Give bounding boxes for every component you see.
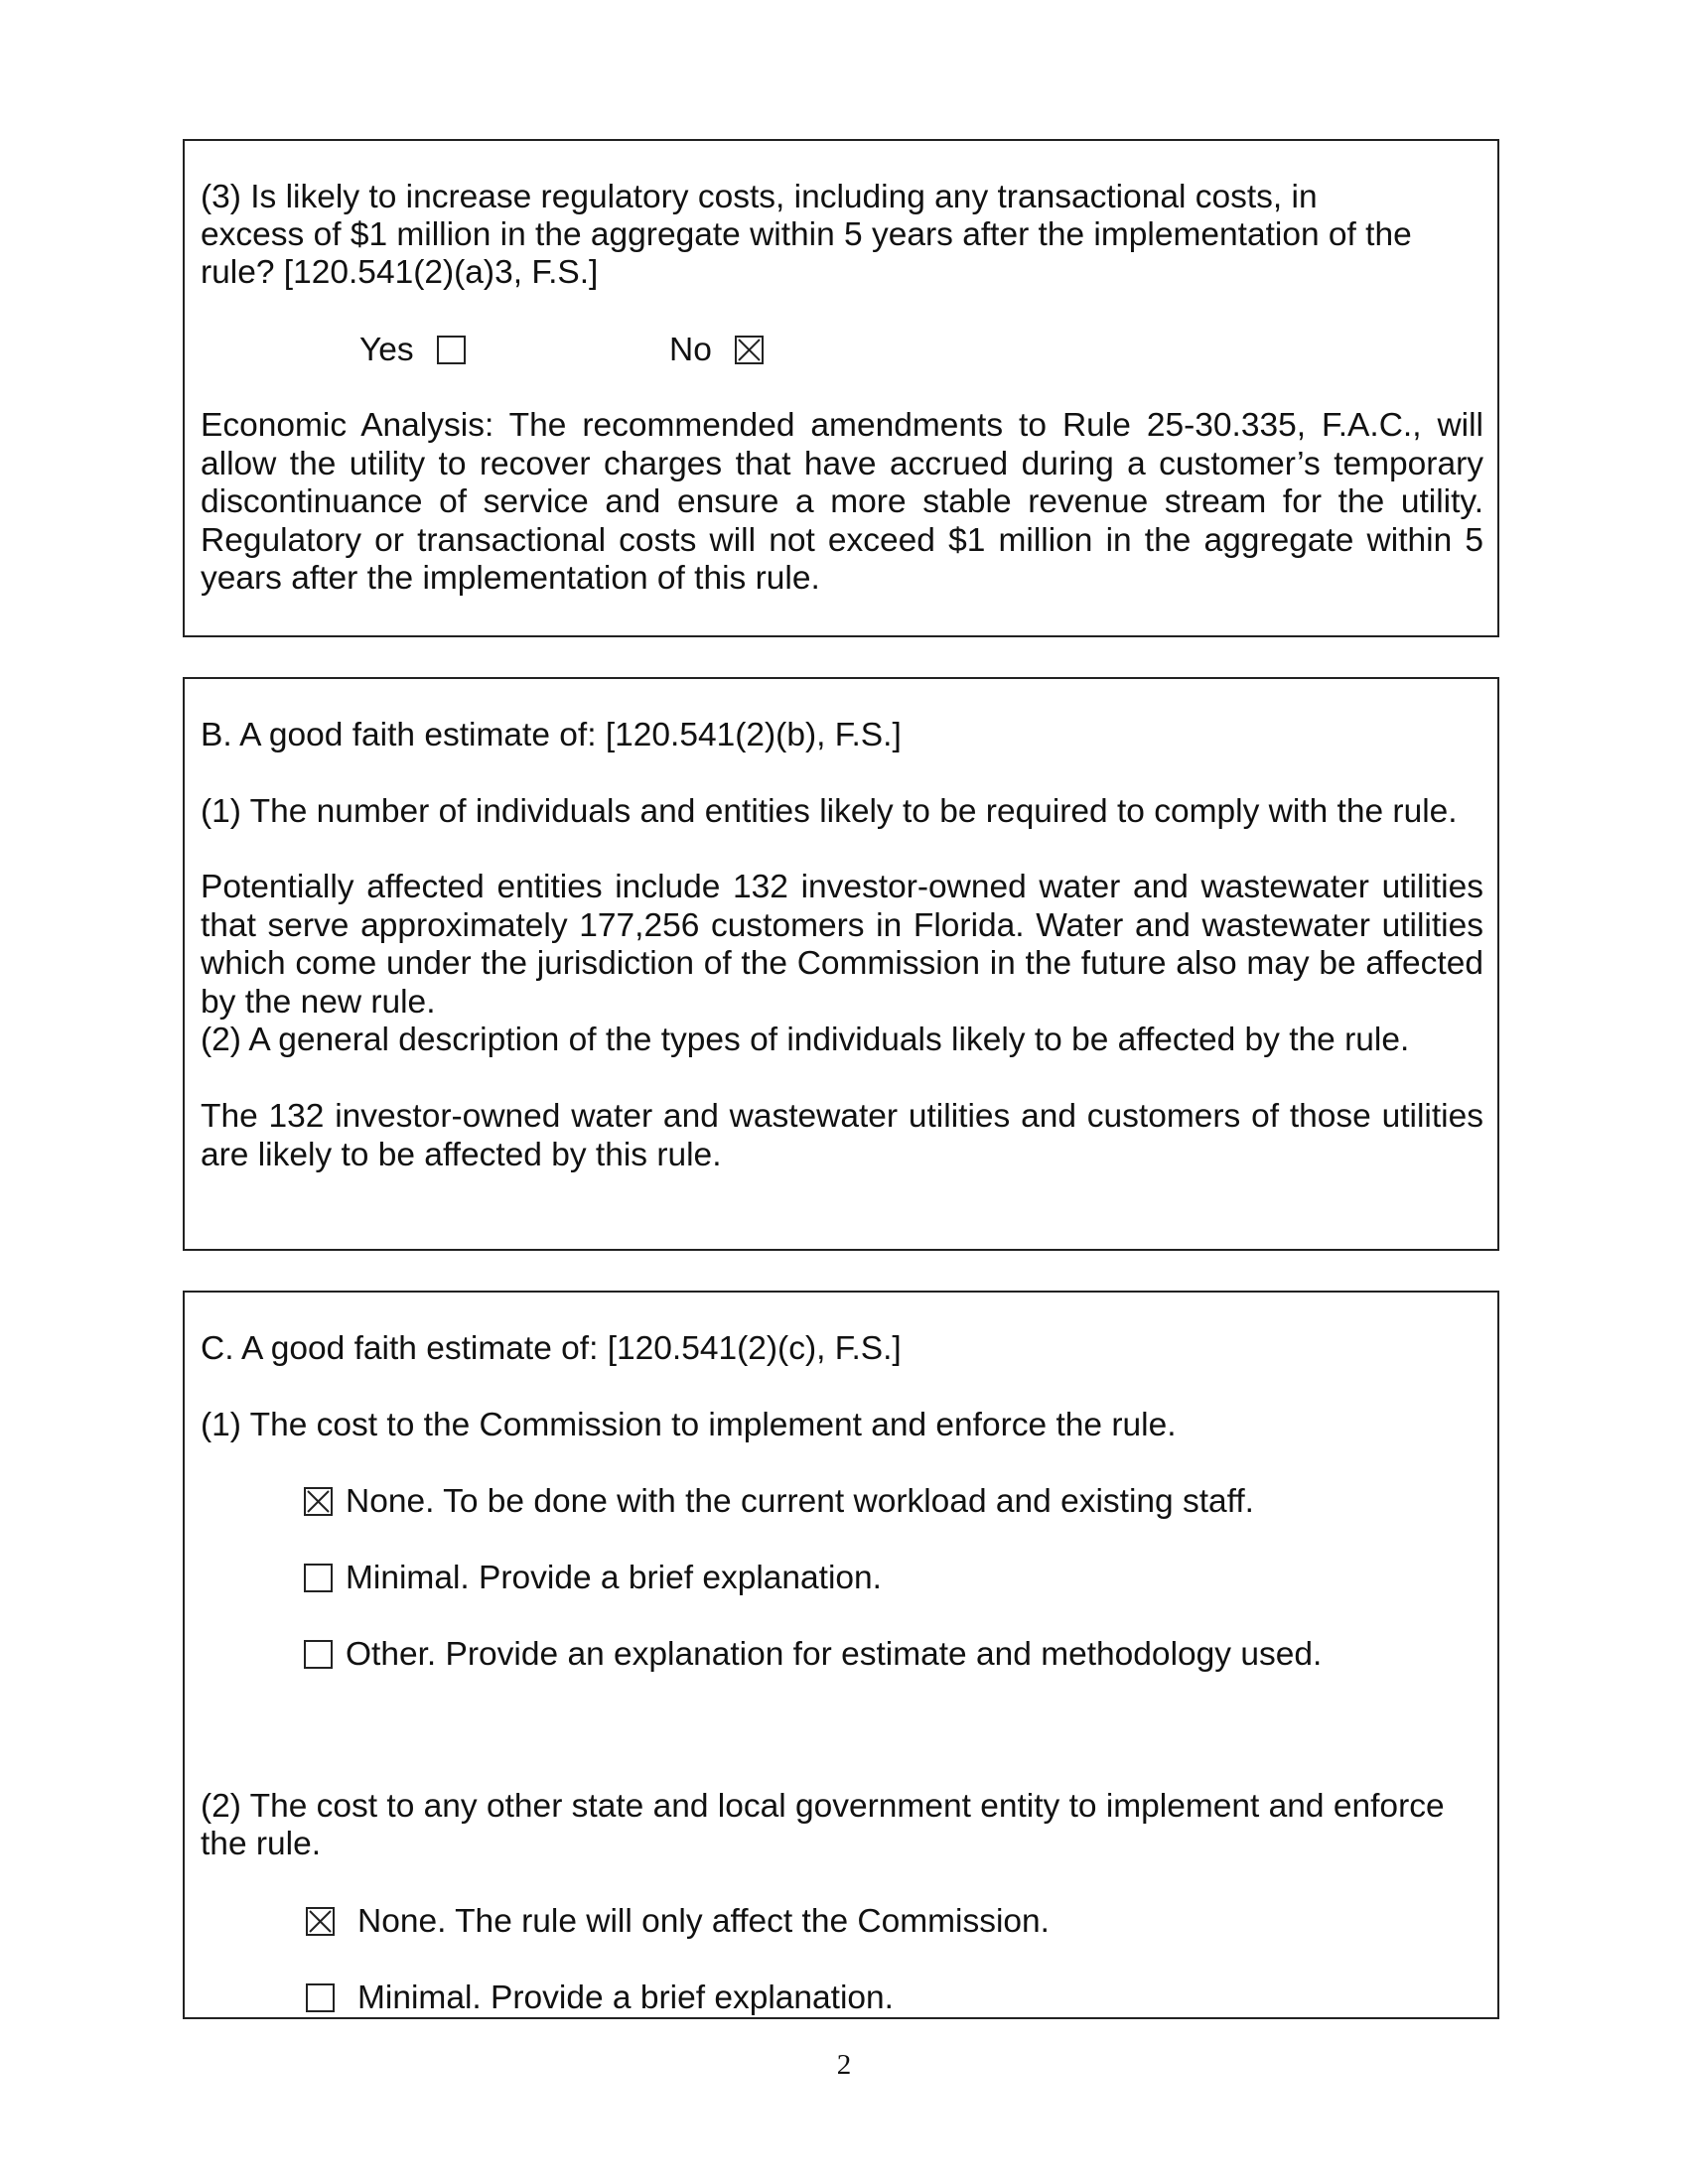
section-c-item-2-line-1: (2) The cost to any other state and local government entity to implement and enforce [201, 1788, 1445, 1825]
yes-label: Yes [359, 332, 414, 368]
section-b-item-1-answer: Potentially affected entities include 132 investor-owned water and wastewater utilities that serve approximately 177,256 customers in Florida. Water and wastewater utilities which come under the jurisdiction of the Commission in the future also may be affected by the new rule. [201, 869, 1483, 1021]
section-b-item-2: (2) A general description of the types of individuals likely to be affected by the rule. [201, 1022, 1410, 1058]
section-a3-box [183, 139, 1499, 637]
yes-checkbox[interactable] [437, 336, 466, 364]
no-label: No [669, 332, 712, 368]
c1-option-none-label: None. To be done with the current workload and existing staff. [346, 1483, 1254, 1520]
page-number: 2 [836, 2049, 852, 2081]
section-c-item-1: (1) The cost to the Commission to implement and enforce the rule. [201, 1407, 1177, 1443]
c1-option-minimal-label: Minimal. Provide a brief explanation. [346, 1560, 882, 1596]
c1-option-other-label: Other. Provide an explanation for estimate and methodology used. [346, 1636, 1323, 1673]
no-checkbox[interactable] [735, 336, 764, 364]
economic-analysis: Economic Analysis: The recommended amendments to Rule 25-30.335, F.A.C., will allow the utility to recover charges that have accrued during a customer’s temporary discontinuance of service and ensure a more stable revenue stream for the utility. Regulatory or transactional costs will not exceed $1 million in the aggregate within 5 years after the implementation of this rule. [201, 407, 1483, 597]
checkmark-x-icon [306, 1489, 331, 1514]
c2-option-none-label: None. The rule will only affect the Commission. [357, 1903, 1050, 1940]
section-c-heading: C. A good faith estimate of: [120.541(2)(c), F.S.] [201, 1330, 902, 1367]
c2-option-minimal-checkbox[interactable] [306, 1983, 335, 2012]
section-c-box [183, 1291, 1499, 2019]
c2-option-none-checkbox[interactable] [306, 1907, 335, 1936]
checkmark-x-icon [737, 338, 762, 362]
c2-option-minimal-label: Minimal. Provide a brief explanation. [357, 1979, 894, 2016]
question-line-3: rule? [120.541(2)(a)3, F.S.] [201, 254, 599, 291]
section-b-box [183, 677, 1499, 1251]
section-b-item-1: (1) The number of individuals and entities likely to be required to comply with the rule. [201, 793, 1458, 830]
c1-option-other-checkbox[interactable] [304, 1640, 333, 1669]
checkmark-x-icon [308, 1909, 333, 1934]
question-line-2: excess of $1 million in the aggregate within 5 years after the implementation of the [201, 216, 1412, 253]
c1-option-none-checkbox[interactable] [304, 1487, 333, 1516]
section-b-heading: B. A good faith estimate of: [120.541(2)(b), F.S.] [201, 717, 902, 753]
c1-option-minimal-checkbox[interactable] [304, 1564, 333, 1592]
section-b-item-2-answer: The 132 investor-owned water and wastewater utilities and customers of those utilities are likely to be affected by this rule. [201, 1098, 1483, 1173]
question-line-1: (3) Is likely to increase regulatory costs, including any transactional costs, in [201, 179, 1318, 215]
section-c-item-2-line-2: the rule. [201, 1826, 322, 1862]
